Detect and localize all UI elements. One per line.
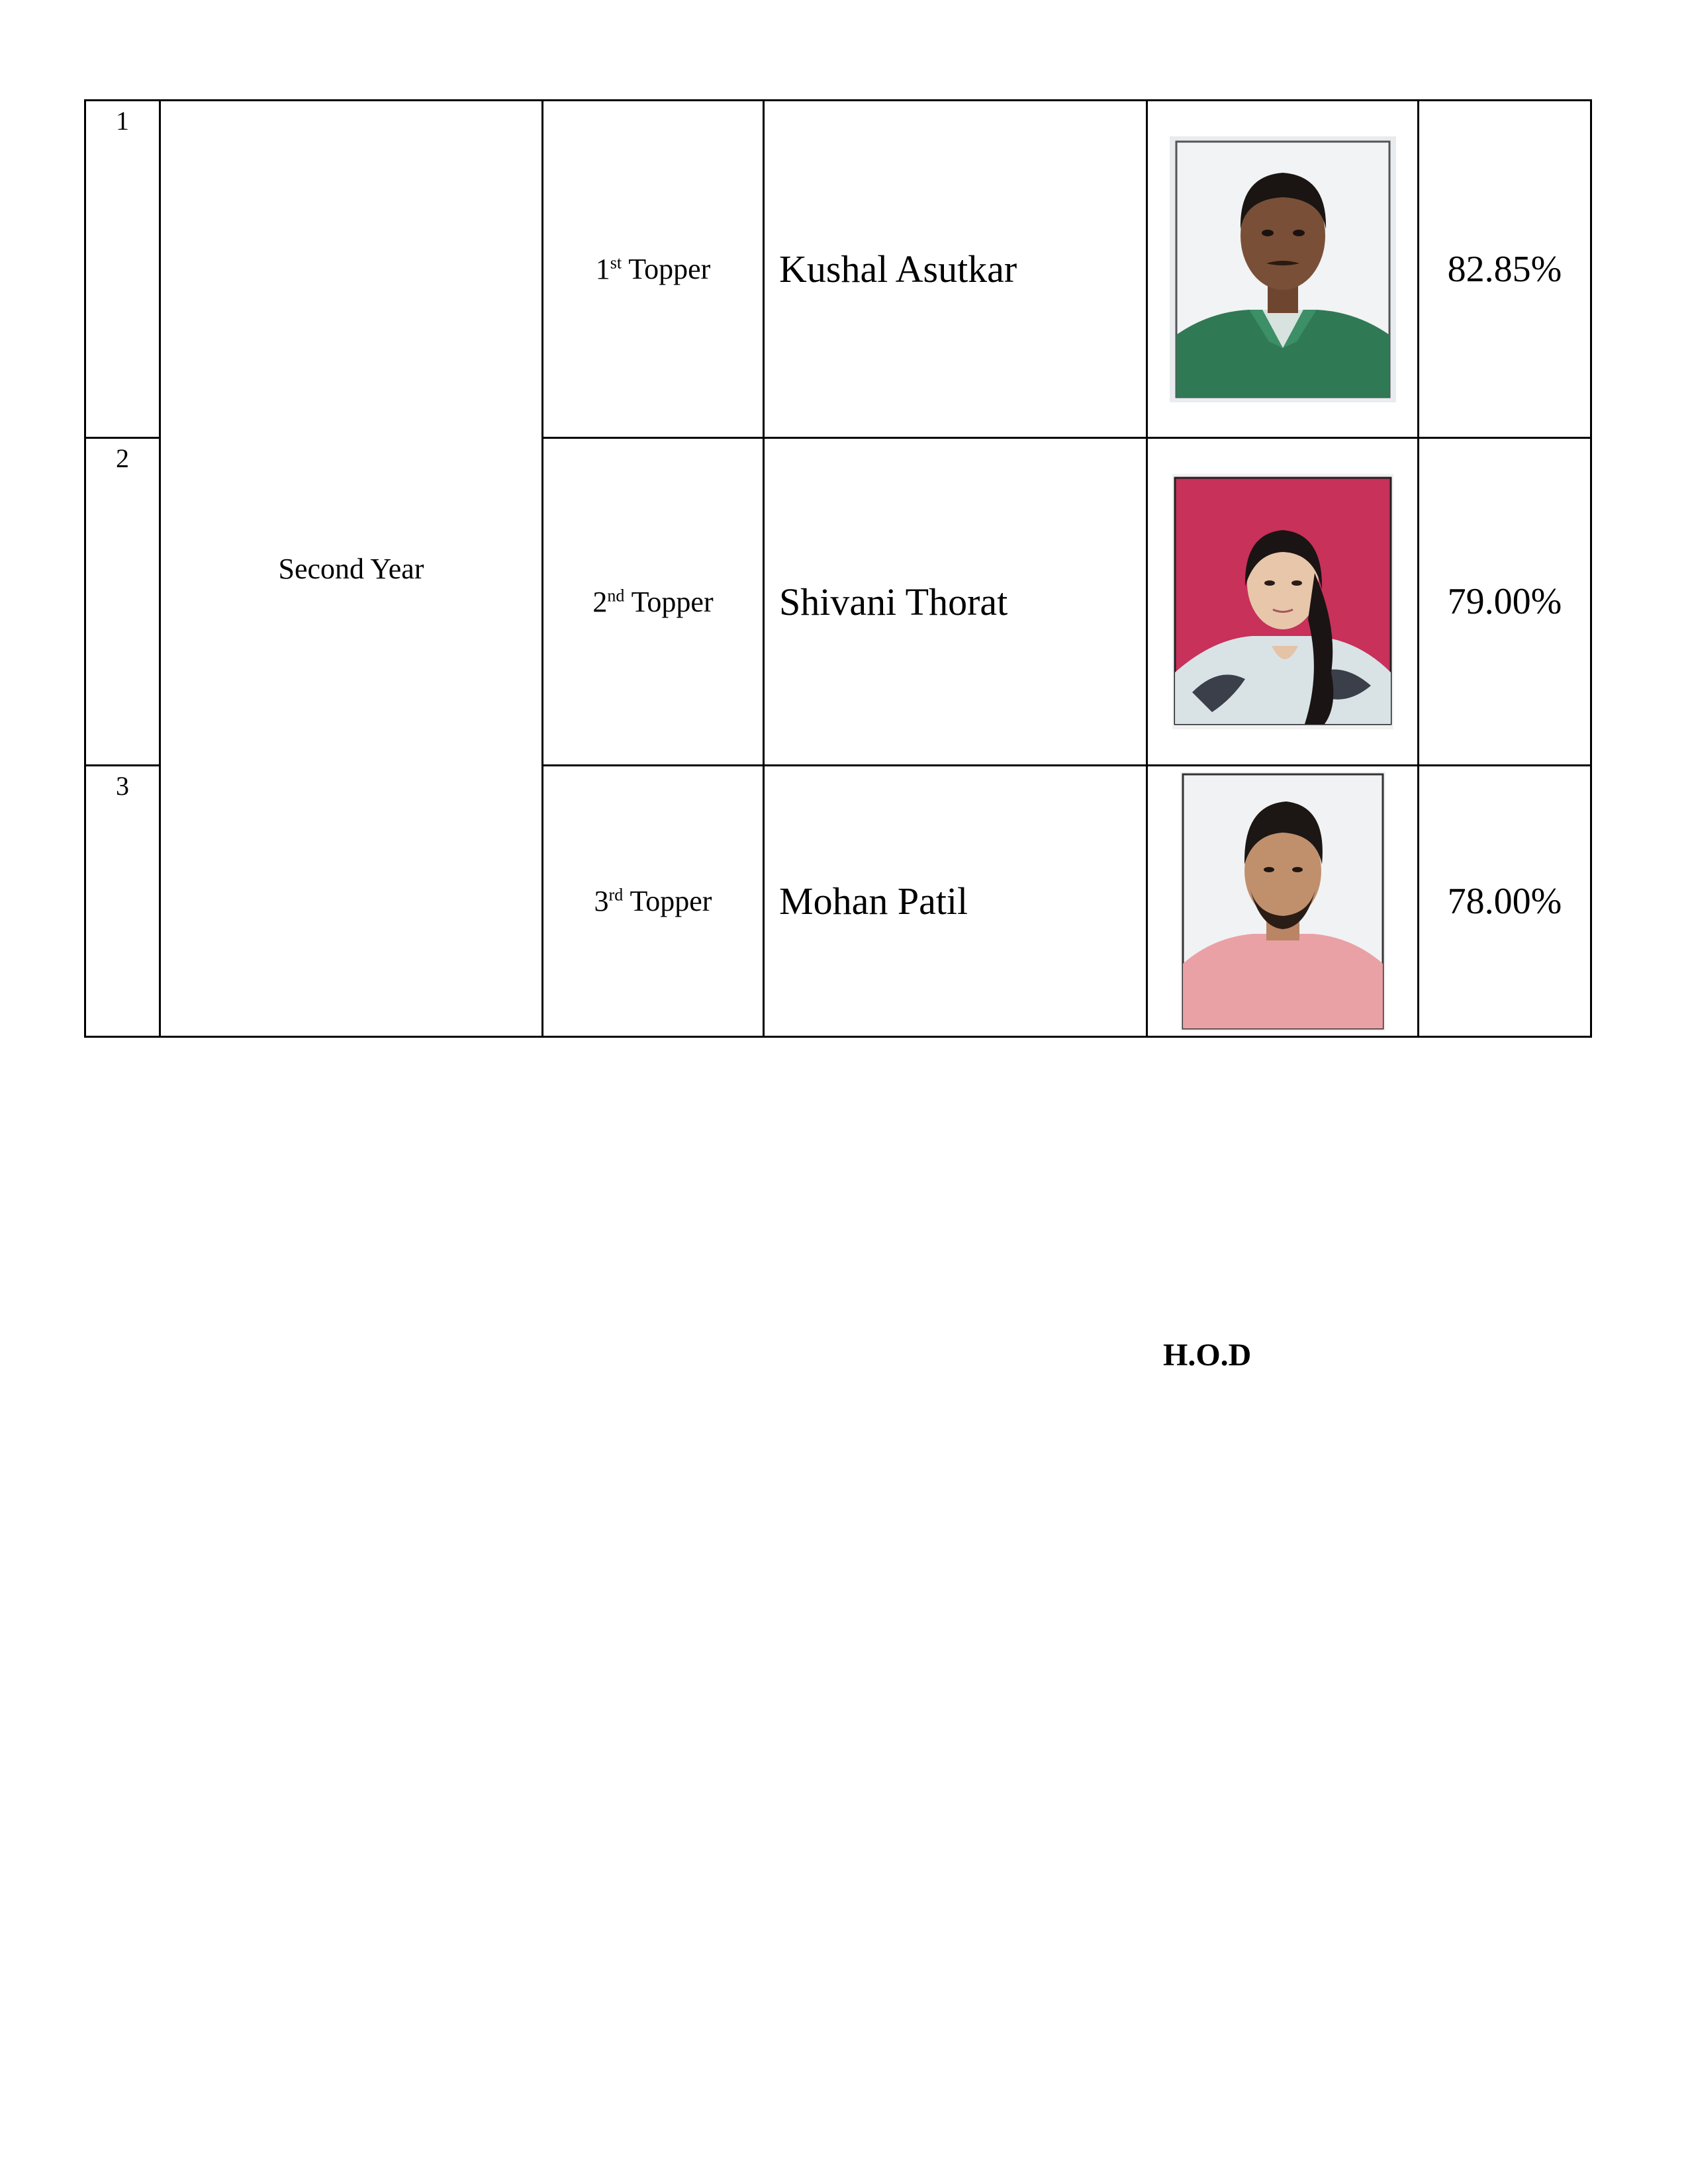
year-label: Second Year (160, 101, 543, 1037)
rank-word: Topper (628, 253, 711, 285)
rank-number: 3 (594, 885, 609, 917)
rank-word: Topper (631, 585, 714, 618)
rank-label (543, 101, 764, 438)
photo-cell (1147, 438, 1419, 766)
percentage: 79.00% (1419, 438, 1591, 766)
rank-suffix: st (610, 253, 622, 273)
rank-label (543, 766, 764, 1037)
rank-word: Topper (630, 885, 712, 917)
rank-suffix: nd (607, 585, 625, 605)
rank-number: 1 (595, 253, 610, 285)
photo-cell (1147, 101, 1419, 438)
student-photo (1170, 136, 1396, 402)
rank-number: 2 (592, 585, 608, 618)
student-name: Shivani Thorat (764, 438, 1147, 766)
student-photo (1180, 772, 1385, 1031)
serial-number: 3 (85, 766, 160, 1037)
student-name: Mohan Patil (764, 766, 1147, 1037)
student-photo (1172, 474, 1393, 729)
table-row (85, 101, 1591, 438)
toppers-table (84, 99, 1592, 1038)
percentage: 78.00% (1419, 766, 1591, 1037)
percentage: 82.85% (1419, 101, 1591, 438)
serial-number: 1 (85, 101, 160, 438)
rank-label (543, 438, 764, 766)
serial-number: 2 (85, 438, 160, 766)
hod-signature-label: H.O.D (1163, 1338, 1252, 1373)
photo-cell (1147, 766, 1419, 1037)
rank-suffix: rd (608, 885, 624, 905)
student-name: Kushal Asutkar (764, 101, 1147, 438)
